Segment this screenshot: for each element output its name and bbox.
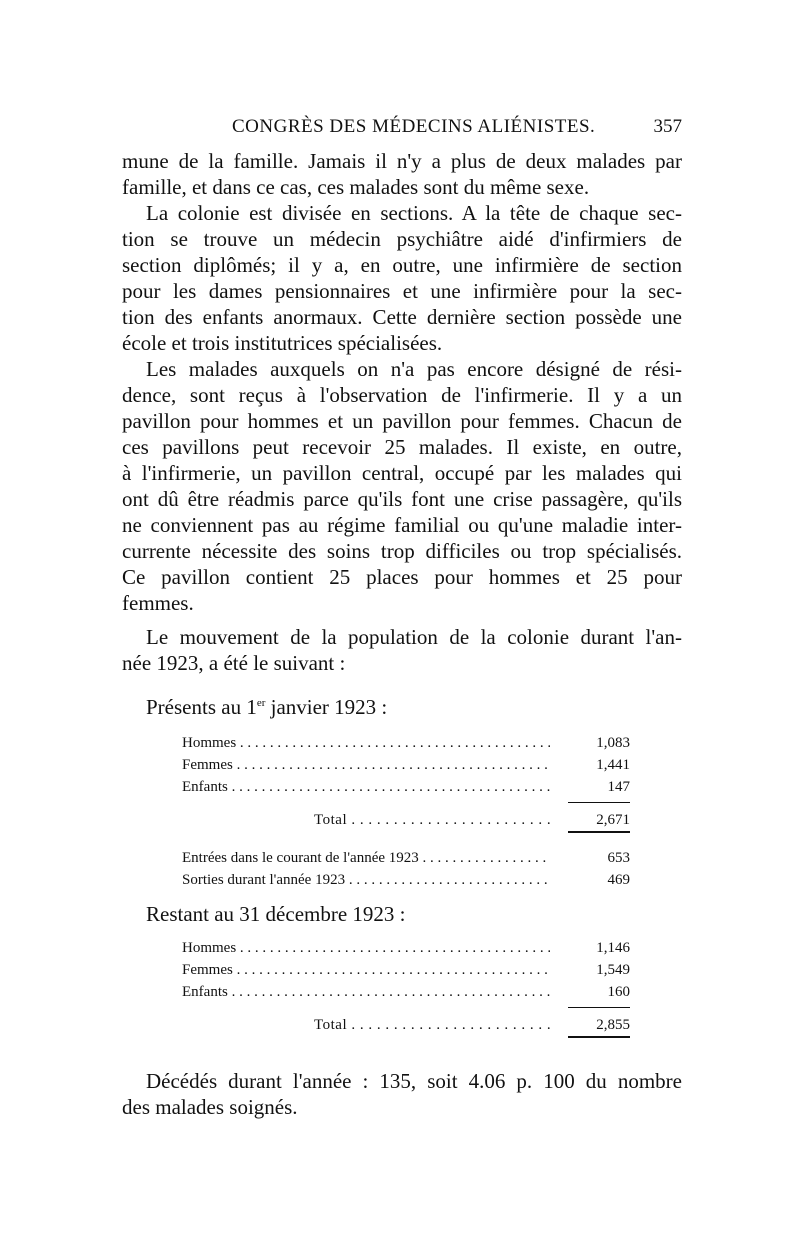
text-line: Les malades auxquels on n'a pas encore désigné de rési- [146,357,682,381]
total-value: 2,671 [596,812,630,828]
sum-rule [568,1007,630,1008]
table-row [182,847,630,869]
paragraph-3 [122,356,682,616]
present-heading [122,690,682,720]
table-row [182,869,630,891]
total-rule [568,831,630,833]
paragraph-1 [122,148,682,200]
text-line: mune de la famille. Jamais il n'y a plus de deux malades par [122,149,682,173]
row-label: Enfants . . . [182,776,550,798]
row-value: 1,146 [596,940,630,956]
text-line: currente nécessite des soins trop difficiles ou trop spécialisés. [122,539,682,563]
total-row [182,809,630,831]
closing-paragraph [122,1068,682,1120]
movement-table [182,847,630,891]
paragraph-2 [122,200,682,356]
present-heading-sup: er [256,697,266,709]
text-line: école et trois institutrices spécialisées. [122,331,443,355]
text-line: pavillon pour hommes et un pavillon pour femmes. Chacun de [122,409,682,433]
text-line: née 1923, a été le suivant : [122,651,346,675]
total-row [182,1014,630,1036]
text-line: Le mouvement de la population de la colonie durant l'an- [146,625,682,649]
row-value: 1,083 [596,735,630,751]
table-row [182,959,630,981]
text-line: femmes. [122,591,194,615]
text-line: ont dû être réadmis parce qu'ils font une crise passagère, qu'ils [122,487,682,511]
total-rule [568,1036,630,1038]
text-line: ces pavillons peut recevoir 25 malades. Il existe, en outre, [122,435,682,459]
text-line: famille, et dans ce cas, ces malades sont du même sexe. [122,175,590,199]
text-line: ne conviennent pas au régime familial ou qu'une maladie inter- [122,513,682,537]
text-line: dence, sont reçus à l'observation de l'infirmerie. Il y a un [122,383,682,407]
total-label: Total . . . [182,809,550,831]
row-label: Enfants . . . [182,981,550,1003]
row-value: 160 [607,984,630,1000]
present-table [182,732,630,833]
text-line: des malades soignés. [122,1095,298,1119]
row-label: Hommes . . . [182,732,550,754]
row-label: Sorties durant l'année 1923 . . . [182,869,550,891]
text-line: pour les dames pensionnaires et une infirmière pour la sec- [122,279,682,303]
table-row [182,732,630,754]
table-row [182,776,630,798]
row-label: Femmes . . . [182,754,550,776]
text-line: Ce pavillon contient 25 places pour hommes et 25 pour [122,565,682,589]
text-line: Décédés durant l'année : 135, soit 4.06 p. 100 du nombre [146,1069,682,1093]
row-value: 653 [607,850,630,866]
table-row [182,981,630,1003]
body-text [122,148,682,1120]
row-label: Femmes . . . [182,959,550,981]
remaining-table [182,937,630,1038]
row-value: 1,549 [596,962,630,978]
row-label: Hommes . . . [182,937,550,959]
present-heading-date: janvier 1923 : [265,695,388,719]
text-line: tion se trouve un médecin psychiâtre aidé d'infirmiers de [122,227,682,251]
table-row [182,937,630,959]
table-row [182,754,630,776]
row-value: 469 [607,872,630,888]
total-label: Total . . . [182,1014,550,1036]
text-line: tion des enfants anormaux. Cette dernière section possède une [122,305,682,329]
remaining-heading: Restant au 31 décembre 1923 : [146,902,406,926]
row-value: 147 [607,779,630,795]
text-line: section diplômés; il y a, en outre, une infirmière de section [122,253,682,277]
row-label: Entrées dans le courant de l'année 1923 . . . [182,847,550,869]
page-number: 357 [653,116,682,137]
present-heading-text: Présents au 1 [146,695,257,719]
running-title: CONGRÈS DES MÉDECINS ALIÉNISTES. [232,116,596,137]
text-line: La colonie est divisée en sections. A la tête de chaque sec- [146,201,682,225]
paragraph-4 [122,624,682,676]
text-line: à l'infirmerie, un pavillon central, occupé par les malades qui [122,461,682,485]
row-value: 1,441 [596,757,630,773]
total-value: 2,855 [596,1017,630,1033]
sum-rule [568,802,630,803]
